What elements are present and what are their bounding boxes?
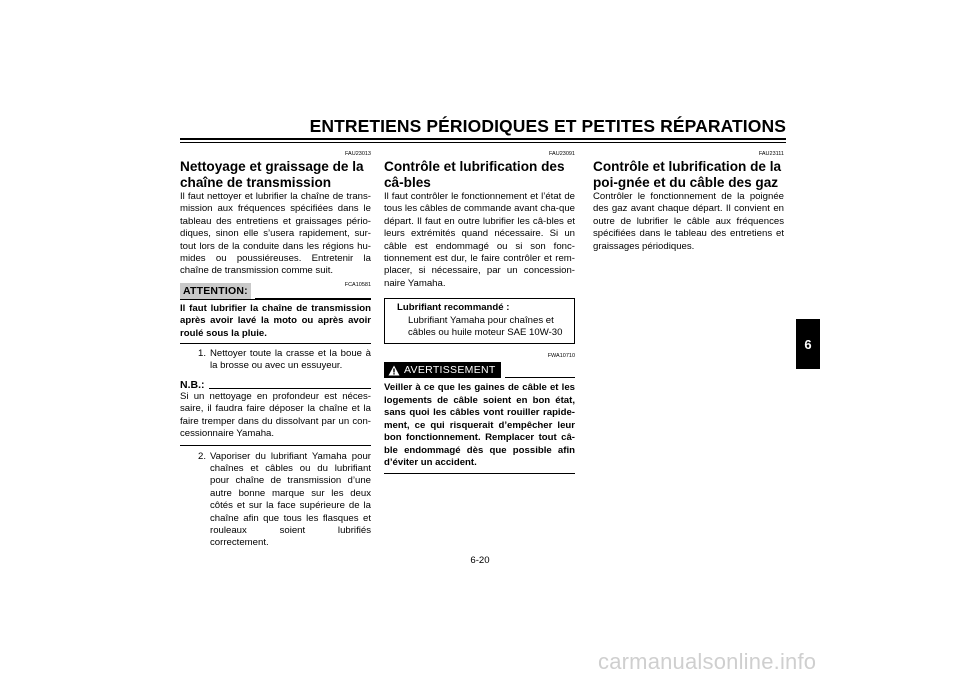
warning-header: [384, 362, 575, 378]
title-rule-thin: [180, 142, 786, 143]
section-intro: Contrôler le fonctionnement de la poignée des gaz avant chaque départ. Il convient en outre de lubrifier le câble aux fréquences spécifiées dans le tableau des entretiens et graissages périodiques.: [593, 191, 784, 252]
section-code: FAU23013: [345, 151, 371, 157]
warning-label: AVERTISSEMENT: [404, 364, 496, 377]
note-header: [180, 379, 371, 391]
attention-box: [180, 299, 371, 344]
warning-rule: [505, 377, 575, 378]
section-intro: Il faut nettoyer et lubrifier la chaîne de trans-mission aux fréquences spécifiées dans le tableau des entretiens et graissages pério-diques, sinon elle s’usera rapidement, sur-tout lors de la conduite dans les régions hu-mides ou poussiéreuses. Entretenir la chaîne de transmission comme suit.: [180, 191, 371, 277]
step-number: 2.: [197, 450, 206, 462]
section-code: FAU23091: [549, 151, 575, 157]
warning-code: FWA10710: [547, 353, 575, 360]
column-chain-cleaning: [180, 150, 371, 550]
section-code: FAU23111: [758, 151, 784, 157]
column-throttle: [593, 150, 784, 253]
list-item: [180, 451, 371, 550]
step-text: Vaporiser du lubrifiant Yamaha pour chaînes et câbles ou du lubrifiant pour chaîne de transmission d’une autre bonne marque sur les deux côtés et sur la face supérieure de la chaîne afin que tous les flasques et rouleaux soient lubrifiés correctement.: [210, 450, 371, 549]
watermark: carmanualsonline.info: [598, 649, 817, 674]
warning-text: Veiller à ce que les gaines de câble et les logements de câble soient en bon état, sans quoi les câbles vont rouiller rapide-ment, ce qui risquerait d’empêcher leur bon fonctionnement. Remplacer tout câ-ble endommagé dès que possible afin d’éviter un accident.: [384, 382, 575, 468]
attention-badge: ATTENTION:: [180, 283, 251, 299]
note-label: N.B.:: [180, 378, 205, 391]
warning-badge: [384, 362, 501, 378]
step-number: 1.: [197, 348, 206, 360]
lubricant-value: Lubrifiant Yamaha pour chaînes et câbles ou huile moteur SAE 10W-30: [408, 314, 563, 339]
attention-rule: [255, 298, 371, 299]
step-text: Nettoyer toute la crasse et la boue à la brosse ou avec un essuyeur.: [210, 348, 371, 372]
note-text: Si un nettoyage en profondeur est néces-saire, il faudra faire déposer la chaîne et la faire tremper dans du dissolvant par un con-cessionnaire Yamaha.: [180, 390, 371, 440]
note-rule: [209, 388, 372, 389]
title-rule-thick: [180, 138, 786, 140]
attention-text: Il faut lubrifier la chaîne de transmission après avoir lavé la moto ou après avoir roulé sous la pluie.: [180, 302, 371, 339]
list-item: [180, 348, 371, 373]
section-heading: Contrôle et lubrification des câ-bles: [384, 159, 565, 190]
warning-box: [384, 378, 575, 474]
warning-triangle-icon: [388, 365, 400, 376]
page-title: ENTRETIENS PÉRIODIQUES ET PETITES RÉPARATIONS: [309, 116, 786, 136]
note-box: [180, 391, 371, 446]
page-number: 6-20: [470, 555, 490, 566]
chapter-tab: 6: [796, 319, 820, 369]
section-heading: Contrôle et lubrification de la poi-gnée et du câble des gaz: [593, 159, 782, 190]
attention-code: FCA10581: [344, 281, 371, 288]
column-cables: [384, 150, 575, 474]
section-heading: Nettoyage et graissage de la chaîne de transmission: [180, 159, 364, 190]
lubricant-title: Lubrifiant recommandé :: [397, 302, 510, 314]
section-intro: Il faut contrôler le fonctionnement et l’état de tous les câbles de commande avant cha-que départ. Il faut en outre lubrifier les câ-bles et leurs extrémités quand nécessaire. Si un câble est endommagé ou si son fonc-tionnement est dur, le faire contrôler et rem-placer, si nécessaire, par un concession-naire Yamaha.: [384, 191, 575, 289]
lubricant-box: [384, 298, 575, 344]
